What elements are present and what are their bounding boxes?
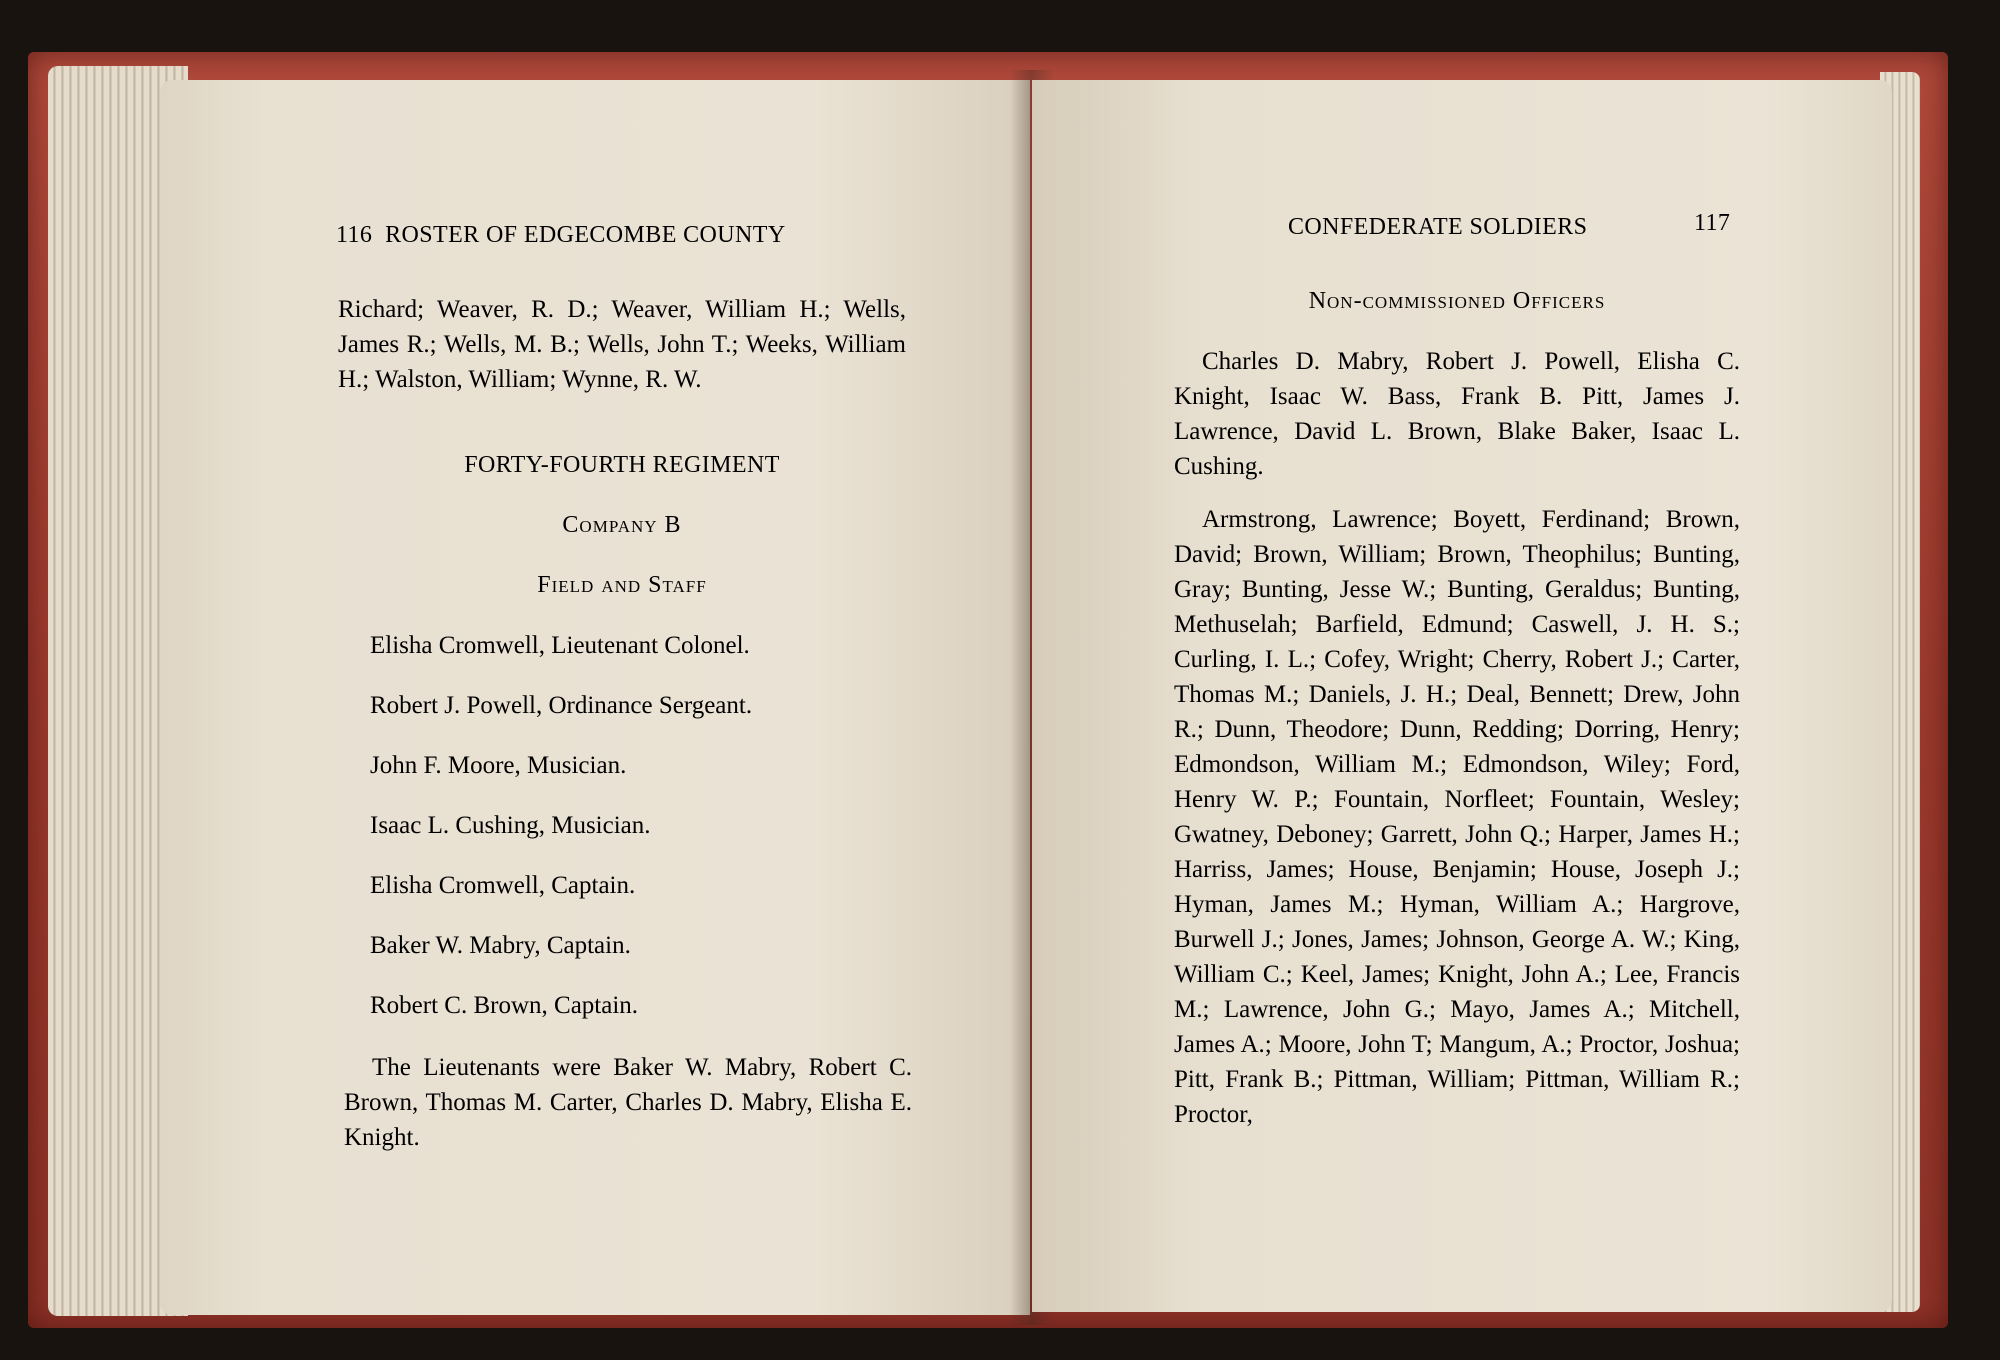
section-heading-field-staff: Field and Staff [537, 572, 707, 598]
left-running-head: ROSTER OF EDGECOMBE COUNTY [385, 222, 786, 248]
staff-entry: Robert J. Powell, Ordinance Sergeant. [370, 692, 753, 719]
left-page-number: 116 [336, 222, 373, 248]
right-page-number: 117 [1694, 210, 1731, 236]
company-heading: Company B [562, 512, 682, 538]
nco-paragraph: Charles D. Mabry, Robert J. Powell, Elisha C. Knight, Isaac W. Bass, Frank B. Pitt, James J. Lawrence, David L. Brown, Blake Baker, Isaac L. Cushing. [1174, 348, 1740, 480]
section-heading-nco: Non-commissioned Officers [1308, 288, 1606, 314]
continuation-paragraph: Richard; Weaver, R. D.; Weaver, William H.; Wells, James R.; Wells, M. B.; Wells, John T.; Weeks, William H.; Walston, William; Wynne, R. W. [338, 296, 906, 393]
staff-entry: John F. Moore, Musician. [370, 752, 627, 779]
staff-entry: Isaac L. Cushing, Musician. [370, 812, 651, 839]
staff-entry: Robert C. Brown, Captain. [370, 992, 639, 1019]
left-page-header [336, 222, 786, 249]
regiment-heading: FORTY-FOURTH REGIMENT [464, 452, 780, 478]
staff-entry: Baker W. Mabry, Captain. [370, 932, 631, 959]
lieutenants-paragraph: The Lieutenants were Baker W. Mabry, Robert C. Brown, Thomas M. Carter, Charles D. Mabry, Elisha E. Knight. [344, 1054, 912, 1151]
privates-paragraph: Armstrong, Lawrence; Boyett, Ferdinand; Brown, David; Brown, William; Brown, Theophilus; Bunting, Gray; Bunting, Jesse W.; Bunting, Geraldus; Bunting, Methuselah; Barfield, Edmund; Caswell, J. H. S.; Curling, I. L.; Cofey, Wright; Cherry, Robert J.; Carter, Thomas M.; Daniels, J. H.; Deal, Bennett; Drew, John R.; Dunn, Theodore; Dunn, Redding; Dorring, Henry; Edmondson, William M.; Edmondson, Wiley; Ford, Henry W. P.; Fountain, Norfleet; Fountain, Wesley; Gwatney, Deboney; Garrett, John Q.; Harper, James H.; Harriss, James; House, Benjamin; House, Joseph J.; Hyman, James M.; Hyman, William A.; Hargrove, Burwell J.; Jones, James; Johnson, George A. W.; King, William C.; Keel, James; Knight, John A.; Lee, Francis M.; Lawrence, John G.; Mayo, James A.; Mitchell, James A.; Moore, John T; Mangum, A.; Proctor, Joshua; Pitt, Frank B.; Pittman, William; Pittman, William R.; Proctor, [1174, 506, 1740, 1128]
right-running-head: CONFEDERATE SOLDIERS [1288, 214, 1588, 240]
staff-entry: Elisha Cromwell, Lieutenant Colonel. [370, 632, 750, 659]
staff-entry: Elisha Cromwell, Captain. [370, 872, 636, 899]
